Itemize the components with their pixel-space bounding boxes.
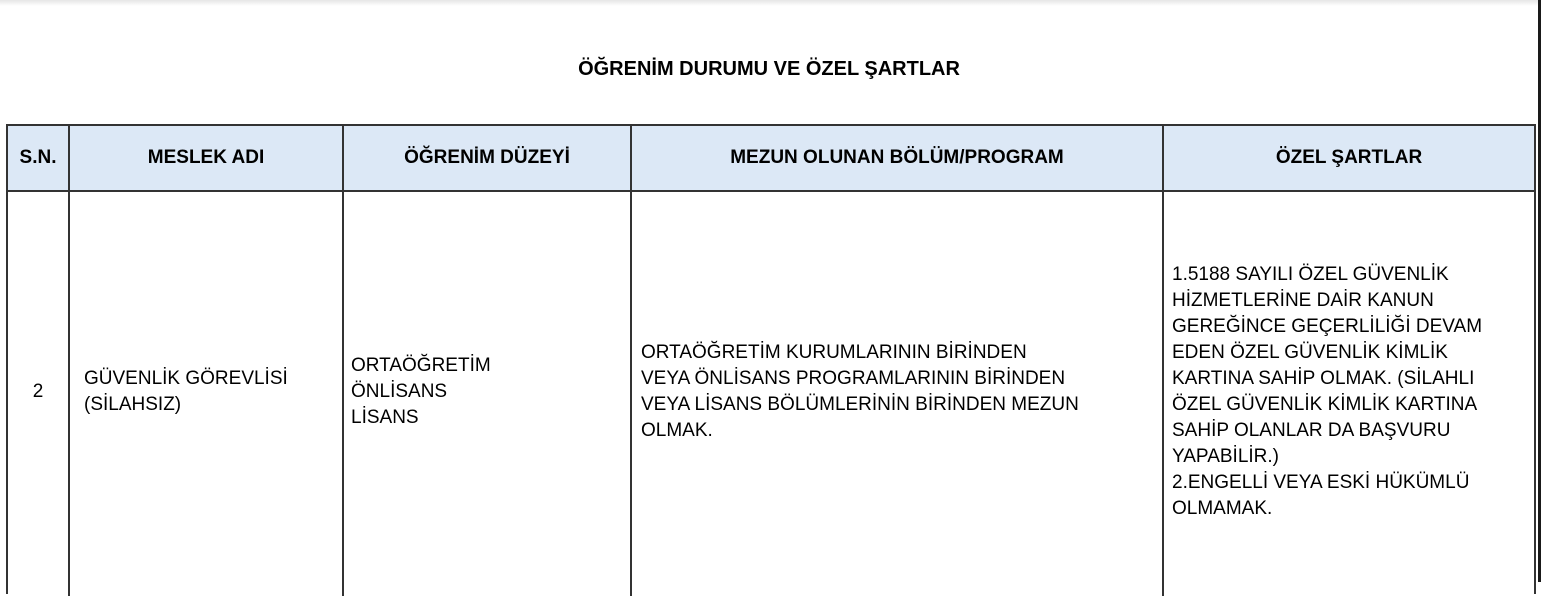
text-line: YAPABİLİR.) [1172,446,1279,467]
text-line: GEREĞİNCE GEÇERLİLİĞİ DEVAM [1172,316,1483,337]
header-meslek-adi: MESLEK ADI [147,147,265,168]
cell-ozel-sartlar [1172,192,1532,592]
top-shadow [0,0,1538,6]
text-line: KARTINA SAHİP OLMAK. (SİLAHLI [1172,368,1475,389]
text-line: GÜVENLİK GÖREVLİSİ [84,368,288,389]
cell-ogrenim-duzeyi [351,192,627,592]
text-line: LİSANS [351,407,419,428]
text-line: 2.ENGELLİ VEYA ESKİ HÜKÜMLÜ [1172,472,1470,493]
text-line: VEYA LİSANS BÖLÜMLERİNİN BİRİNDEN MEZUN [641,394,1079,415]
column-divider [1162,126,1164,596]
text-line: (SİLAHSIZ) [84,394,182,415]
requirements-table [6,124,1536,594]
sn-value: 2 [32,381,44,402]
text-line: ORTAÖĞRETİM KURUMLARININ BİRİNDEN [641,342,1027,363]
column-divider [630,126,632,596]
text-line: 1.5188 SAYILI ÖZEL GÜVENLİK [1172,264,1449,285]
header-ozel-sartlar: ÖZEL ŞARTLAR [1275,147,1423,168]
column-divider [342,126,344,596]
header-ogrenim-duzeyi: ÖĞRENİM DÜZEYİ [404,147,570,168]
text-line: VEYA ÖNLİSANS PROGRAMLARININ BİRİNDEN [641,368,1066,389]
text-line: OLMAK. [641,420,713,441]
text-line: ORTAÖĞRETİM [351,355,491,376]
cell-meslek-adi [84,192,340,592]
cell-sn [8,192,68,592]
cell-mezun-bolum [641,192,1159,592]
text-line: EDEN ÖZEL GÜVENLİK KİMLİK [1172,342,1448,363]
text-line: OLMAMAK. [1172,498,1273,519]
header-sn: S.N. [19,147,57,168]
text-line: HİZMETLERİNE DAİR KANUN [1172,290,1434,311]
text-line: ÖZEL GÜVENLİK KİMLİK KARTINA [1172,394,1478,415]
text-line: ÖNLİSANS [351,381,448,402]
column-divider [68,126,70,596]
header-mezun-bolum: MEZUN OLUNAN BÖLÜM/PROGRAM [730,147,1064,168]
text-line: SAHİP OLANLAR DA BAŞVURU [1172,420,1451,441]
page-right-edge [1538,0,1541,582]
document-title: ÖĞRENİM DURUMU VE ÖZEL ŞARTLAR [578,58,960,80]
